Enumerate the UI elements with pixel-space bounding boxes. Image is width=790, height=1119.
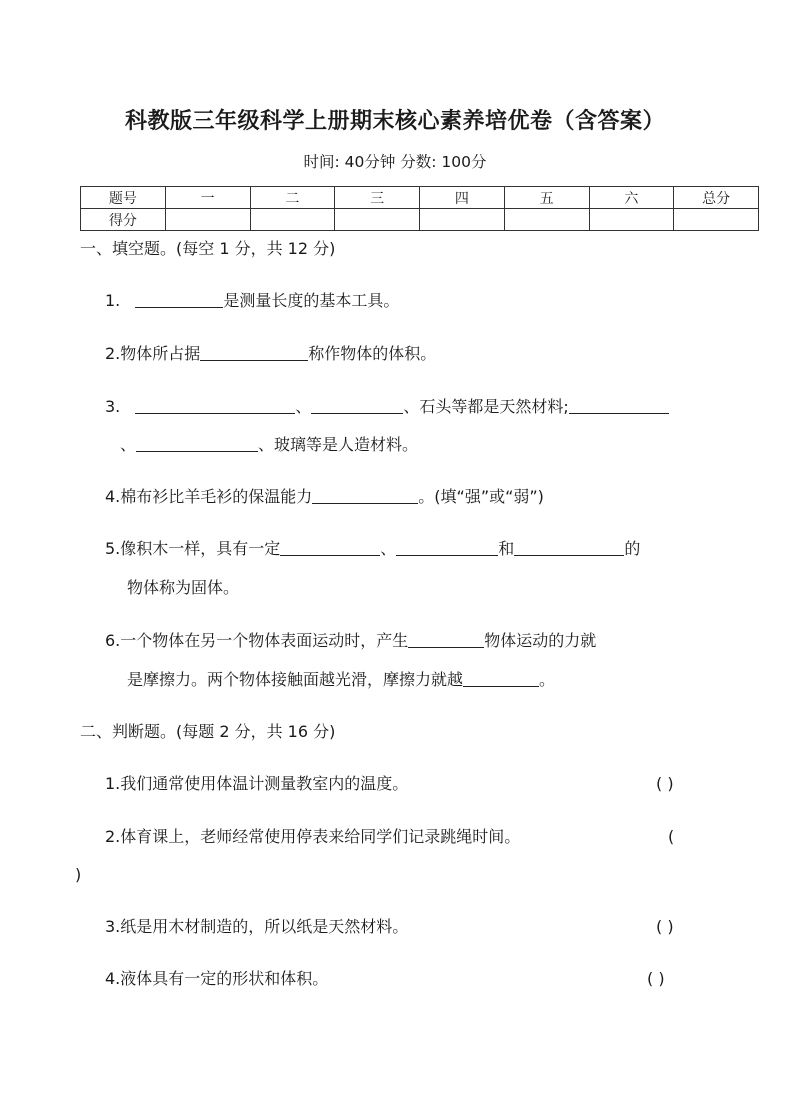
answer-blank[interactable] (312, 487, 418, 504)
page-title: 科教版三年级科学上册期末核心素养培优卷（含答案） (124, 109, 665, 134)
question-text: 、 (380, 539, 397, 558)
answer-paren-close[interactable]: ) (75, 865, 82, 884)
question-text: 。 (539, 670, 556, 689)
score-cell[interactable] (335, 209, 420, 231)
score-header-cell: 总分 (674, 187, 759, 209)
fill-question-5-cont: 物体称为固体。 (127, 578, 240, 597)
question-text: 称作物体的体积。 (308, 344, 437, 363)
question-text: 、石头等都是天然材料; (403, 397, 569, 416)
score-table-score-row (81, 209, 759, 231)
score-cell[interactable] (674, 209, 759, 231)
fill-question-6 (105, 630, 596, 652)
answer-blank[interactable] (463, 670, 539, 687)
answer-parentheses[interactable]: ( ) (647, 969, 665, 988)
score-header-cell: 题号 (81, 187, 166, 209)
question-text: 5.像积木一样，具有一定 (105, 539, 281, 558)
fill-question-5 (105, 538, 640, 560)
answer-parentheses[interactable]: ( ) (656, 774, 674, 793)
fill-question-4 (105, 486, 544, 508)
answer-blank[interactable] (135, 397, 295, 414)
fill-question-2 (105, 343, 436, 365)
question-text: 、玻璃等是人造材料。 (258, 435, 419, 454)
question-text: 、 (295, 397, 312, 416)
answer-blank[interactable] (408, 631, 484, 648)
judge-question-1: 1.我们通常使用体温计测量教室内的温度。 (105, 774, 409, 793)
question-text: 是摩擦力。两个物体接触面越光滑，摩擦力就越 (127, 670, 464, 689)
question-number: 1. (105, 291, 121, 310)
answer-blank[interactable] (200, 344, 308, 361)
section2-heading: 二、判断题。(每题 2 分，共 16 分) (80, 722, 336, 741)
fill-question-3 (105, 396, 669, 418)
score-table (80, 186, 759, 231)
answer-blank[interactable] (569, 397, 669, 414)
score-row-label: 得分 (81, 209, 166, 231)
answer-blank[interactable] (396, 539, 498, 556)
judge-question-2: 2.体育课上，老师经常使用停表来给同学们记录跳绳时间。 (105, 827, 521, 846)
question-text: 6.一个物体在另一个物体表面运动时，产生 (105, 631, 409, 650)
section1-heading: 一、填空题。(每空 1 分，共 12 分) (80, 239, 336, 258)
score-cell[interactable] (165, 209, 250, 231)
question-text: 是测量长度的基本工具。 (223, 291, 400, 310)
question-text: 和 (498, 539, 515, 558)
score-header-cell: 五 (504, 187, 589, 209)
fill-question-3-cont (120, 434, 418, 456)
question-text: 的 (624, 539, 641, 558)
answer-paren-open[interactable]: ( (668, 827, 675, 846)
score-table-header-row (81, 187, 759, 209)
score-header-cell: 一 (165, 187, 250, 209)
answer-blank[interactable] (280, 539, 380, 556)
score-cell[interactable] (250, 209, 335, 231)
question-text: 2.物体所占据 (105, 344, 201, 363)
answer-blank[interactable] (135, 291, 223, 308)
judge-question-3: 3.纸是用木材制造的，所以纸是天然材料。 (105, 917, 409, 936)
score-cell[interactable] (589, 209, 674, 231)
score-header-cell: 二 (250, 187, 335, 209)
fill-question-6-cont (127, 669, 555, 691)
question-text: 。(填“强”或“弱”) (418, 487, 544, 506)
answer-blank[interactable] (136, 435, 258, 452)
answer-blank[interactable] (311, 397, 403, 414)
score-header-cell: 四 (420, 187, 505, 209)
fill-question-1 (105, 290, 399, 312)
score-cell[interactable] (420, 209, 505, 231)
question-text: 物体运动的力就 (484, 631, 597, 650)
answer-blank[interactable] (514, 539, 624, 556)
question-text: 4.棉布衫比羊毛衫的保温能力 (105, 487, 313, 506)
score-header-cell: 三 (335, 187, 420, 209)
judge-question-4: 4.液体具有一定的形状和体积。 (105, 969, 329, 988)
answer-parentheses[interactable]: ( ) (656, 917, 674, 936)
exam-info: 时间: 40分钟 分数: 100分 (303, 153, 487, 171)
question-number: 3. (105, 397, 121, 416)
question-text: 、 (120, 435, 137, 454)
score-header-cell: 六 (589, 187, 674, 209)
score-cell[interactable] (504, 209, 589, 231)
